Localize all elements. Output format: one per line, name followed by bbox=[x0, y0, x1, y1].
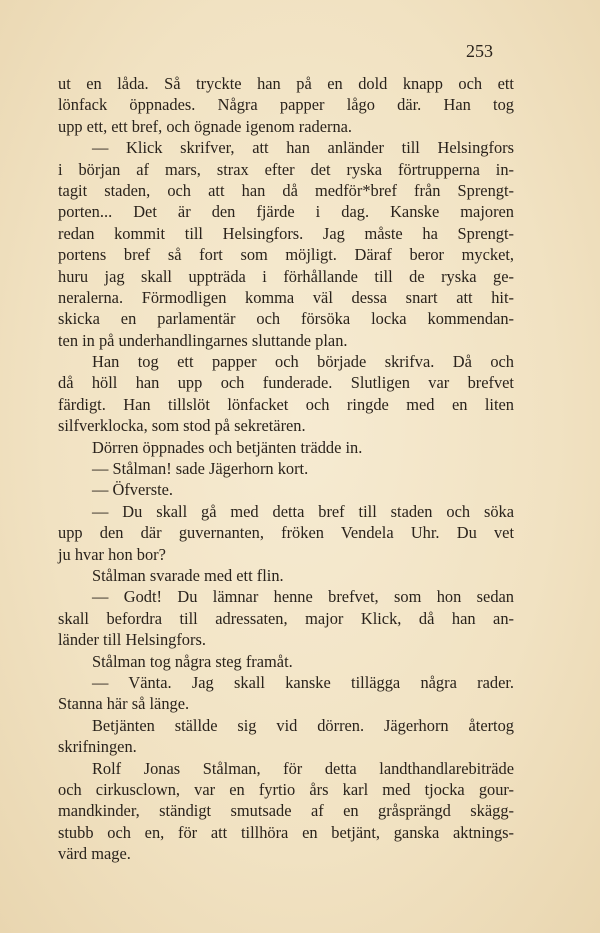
text-line: redan kommit till Helsingfors. Jag måste ha Sprengt- bbox=[58, 223, 514, 243]
text-line: Han tog ett papper och började skrifva. Då och bbox=[92, 352, 514, 372]
text-line: stubb och en, för att tillhöra en betjänt, ganska aktnings- bbox=[58, 822, 514, 842]
text-line: och cirkusclown, var en fyrtio års karl med tjocka gour- bbox=[58, 779, 514, 799]
text-line: — Öfverste. bbox=[92, 480, 174, 500]
text-line: — Stålman! sade Jägerhorn kort. bbox=[92, 459, 309, 479]
text-line: ten in på underhandlingarnes sluttande plan. bbox=[58, 330, 348, 350]
text-line: Betjänten ställde sig vid dörren. Jägerhorn återtog bbox=[92, 715, 514, 735]
text-line: ju hvar hon bor? bbox=[58, 544, 166, 564]
body-text bbox=[58, 73, 514, 864]
text-line: Stålman tog några steg framåt. bbox=[92, 651, 293, 671]
text-line: upp den där guvernanten, fröken Vendela Uhr. Du vet bbox=[58, 523, 514, 543]
text-line: silfverklocka, som stod på sekretären. bbox=[58, 416, 306, 436]
text-line: — Klick skrifver, att han anländer till Helsingfors bbox=[92, 138, 514, 158]
text-line: värd mage. bbox=[58, 844, 131, 864]
text-line: skall befordra till adressaten, major Klick, då han an- bbox=[58, 608, 514, 628]
text-line: då höll han upp och funderade. Slutligen var brefvet bbox=[58, 373, 514, 393]
text-line: Stanna här så länge. bbox=[58, 694, 190, 714]
text-line: upp ett, ett bref, och ögnade igenom raderna. bbox=[58, 116, 353, 136]
text-line: — Vänta. Jag skall kanske tillägga några rader. bbox=[92, 672, 514, 692]
text-line: länder till Helsingfors. bbox=[58, 630, 206, 650]
text-line: porten... Det är den fjärde i dag. Kanske majoren bbox=[58, 202, 514, 222]
text-line: skicka en parlamentär och försöka locka kommendan- bbox=[58, 309, 514, 329]
text-line: färdigt. Han tillslöt lönfacket och ringde med en liten bbox=[58, 394, 514, 414]
text-line: ut en låda. Så tryckte han på en dold knapp och ett bbox=[58, 74, 514, 93]
text-line: mandkinder, ständigt smutsade af en gråsprängd skägg- bbox=[58, 801, 514, 821]
text-line: i början af mars, strax efter det ryska förtrupperna in- bbox=[58, 159, 514, 179]
text-line: portens bref så fort som möjligt. Däraf beror mycket, bbox=[58, 245, 514, 265]
text-line: neralerna. Förmodligen komma väl dessa snart att hit- bbox=[58, 287, 514, 307]
text-line: skrifningen. bbox=[58, 737, 137, 757]
text-line: — Godt! Du lämnar henne brefvet, som hon sedan bbox=[92, 587, 514, 607]
text-line: Dörren öppnades och betjänten trädde in. bbox=[92, 437, 363, 457]
text-line: Rolf Jonas Stålman, för detta landthandlarebiträde bbox=[92, 758, 514, 778]
text-line: huru jag skall uppträda i förhållande till de ryska ge- bbox=[58, 266, 514, 286]
page-number: 253 bbox=[466, 41, 493, 61]
text-line: Stålman svarade med ett flin. bbox=[92, 565, 284, 585]
text-line: lönfack öppnades. Några papper lågo där. Han tog bbox=[58, 95, 514, 115]
text-line: tagit staden, och att han då medför*bref från Sprengt- bbox=[58, 180, 514, 200]
text-line: — Du skall gå med detta bref till staden och söka bbox=[92, 501, 514, 521]
